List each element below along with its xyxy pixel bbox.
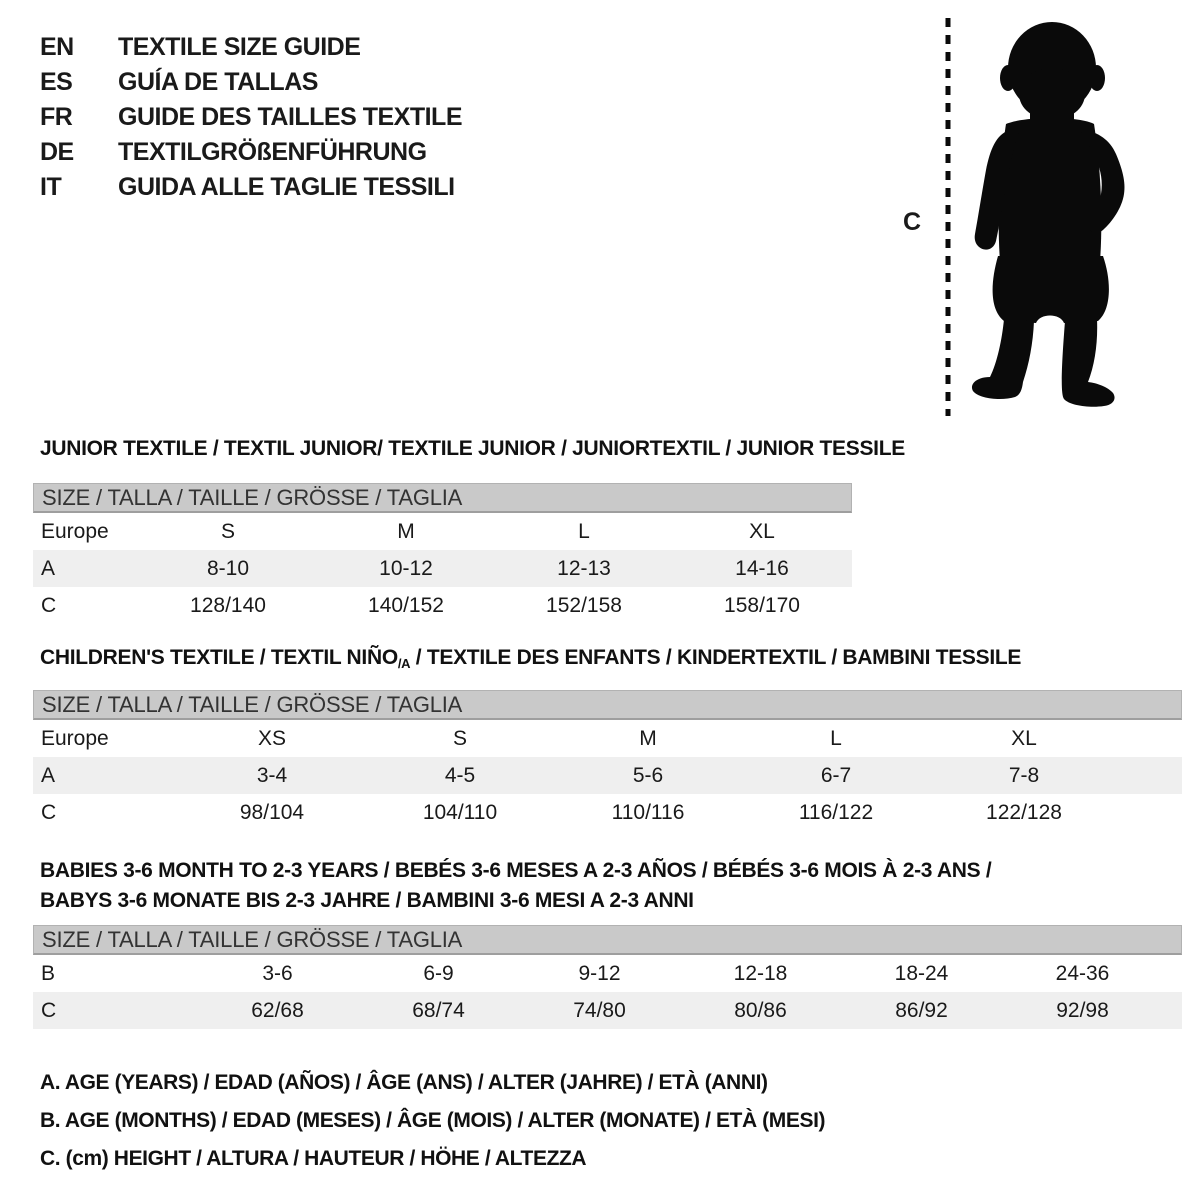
height-measure-dashed-line (942, 16, 954, 418)
language-label: GUIDE DES TAILLES TEXTILE (118, 103, 463, 131)
row-label: Europe (41, 726, 109, 750)
table-cell: 128/140 (190, 593, 266, 617)
table-cell: XS (257, 726, 286, 750)
children-title-text: CHILDREN'S TEXTILE / TEXTIL NIÑO (40, 646, 398, 669)
children-title-text: / TEXTILE DES ENFANTS / KINDERTEXTIL / BAMBINI TESSILE (410, 646, 1022, 669)
table-cell: 3-6 (262, 961, 293, 985)
table-cell: 122/128 (986, 800, 1062, 824)
language-row-it (40, 170, 462, 205)
table-cell: 4-5 (444, 763, 476, 787)
language-row-fr (40, 100, 462, 135)
table-cell: L (578, 519, 590, 543)
table-cell: 98/104 (239, 800, 305, 824)
table-cell: 140/152 (368, 593, 444, 617)
language-code: ES (40, 68, 73, 96)
table-cell: 24-36 (1055, 961, 1110, 985)
table-cell: 9-12 (578, 961, 621, 985)
footnote-c: C. (cm) HEIGHT / ALTURA / HAUTEUR / HÖHE / ALTEZZA (40, 1147, 587, 1170)
language-label: GUIDA ALLE TAGLIE TESSILI (118, 173, 455, 201)
language-row-de (40, 135, 462, 170)
language-header (40, 30, 462, 205)
row-label: C (41, 998, 57, 1022)
language-code: FR (40, 103, 73, 131)
table-cell: 14-16 (735, 556, 789, 580)
babies-size-table (33, 925, 1182, 1029)
size-table-header-bar: SIZE / TALLA / TAILLE / GRÖSSE / TAGLIA (33, 690, 1182, 720)
table-cell: 7-8 (1008, 763, 1040, 787)
row-label: A (41, 556, 56, 580)
table-row (33, 587, 852, 624)
language-label: TEXTILE SIZE GUIDE (118, 33, 361, 61)
table-cell: 12-13 (557, 556, 611, 580)
row-label: B (41, 961, 56, 985)
language-row-es (40, 65, 462, 100)
table-row (33, 720, 1182, 757)
table-cell: 80/86 (734, 998, 787, 1022)
row-label: A (41, 763, 56, 787)
babies-title-line2: BABYS 3-6 MONATE BIS 2-3 JAHRE / BAMBINI 3-6 MESI A 2-3 ANNI (40, 889, 694, 912)
table-cell: XL (749, 519, 775, 543)
footnote-b: B. AGE (MONTHS) / EDAD (MESES) / ÂGE (MOIS) / ALTER (MONATE) / ETÀ (MESI) (40, 1109, 826, 1132)
language-row-en (40, 30, 462, 65)
table-cell: 86/92 (895, 998, 948, 1022)
table-row (33, 757, 1182, 794)
babies-title-line1: BABIES 3-6 MONTH TO 2-3 YEARS / BEBÉS 3-6 MESES A 2-3 AÑOS / BÉBÉS 3-6 MOIS À 2-3 ANS / (40, 859, 992, 882)
table-cell: 18-24 (894, 961, 949, 985)
junior-size-table (33, 483, 852, 624)
height-measure-label: C (903, 208, 922, 236)
table-cell: 3-4 (256, 763, 288, 787)
table-cell: 74/80 (573, 998, 626, 1022)
footnotes (40, 1064, 825, 1178)
table-cell: 158/170 (724, 593, 800, 617)
table-cell: 12-18 (733, 961, 788, 985)
table-cell: M (397, 519, 415, 543)
babies-section-title (40, 856, 991, 916)
table-cell: 6-7 (820, 763, 852, 787)
children-section-title (40, 645, 1021, 672)
language-label: GUÍA DE TALLAS (118, 68, 318, 96)
table-cell: 62/68 (251, 998, 304, 1022)
row-label: Europe (41, 519, 109, 543)
table-cell: 110/116 (611, 800, 685, 824)
table-cell: 116/122 (798, 800, 874, 824)
size-table-header-bar: SIZE / TALLA / TAILLE / GRÖSSE / TAGLIA (33, 483, 852, 513)
table-row (33, 955, 1182, 992)
footnote-a: A. AGE (YEARS) / EDAD (AÑOS) / ÂGE (ANS) / ALTER (JAHRE) / ETÀ (ANNI) (40, 1071, 768, 1094)
table-row (33, 513, 852, 550)
language-code: DE (40, 138, 74, 166)
row-label: C (41, 800, 57, 824)
table-cell: 8-10 (206, 556, 250, 580)
toddler-silhouette-shape (972, 22, 1125, 407)
size-table-header-bar: SIZE / TALLA / TAILLE / GRÖSSE / TAGLIA (33, 925, 1182, 955)
table-row (33, 550, 852, 587)
row-label: C (41, 593, 57, 617)
table-cell: 6-9 (423, 961, 454, 985)
table-row (33, 992, 1182, 1029)
table-cell: S (452, 726, 467, 750)
table-cell: 92/98 (1056, 998, 1109, 1022)
toddler-silhouette (960, 20, 1145, 420)
table-cell: S (220, 519, 235, 543)
table-cell: 5-6 (632, 763, 664, 787)
table-cell: 152/158 (546, 593, 622, 617)
table-cell: L (830, 726, 842, 750)
junior-section-title: JUNIOR TEXTILE / TEXTIL JUNIOR/ TEXTILE JUNIOR / JUNIORTEXTIL / JUNIOR TESSILE (40, 437, 905, 460)
table-cell: 10-12 (379, 556, 433, 580)
language-code: EN (40, 33, 74, 61)
language-code: IT (40, 173, 62, 201)
children-size-table (33, 690, 1182, 831)
table-cell: XL (1011, 726, 1037, 750)
children-title-subscript: /A (397, 656, 411, 671)
language-label: TEXTILGRÖßENFÜHRUNG (118, 138, 427, 166)
table-cell: 104/110 (422, 800, 498, 824)
table-cell: M (639, 726, 657, 750)
table-row (33, 794, 1182, 831)
table-cell: 68/74 (412, 998, 465, 1022)
